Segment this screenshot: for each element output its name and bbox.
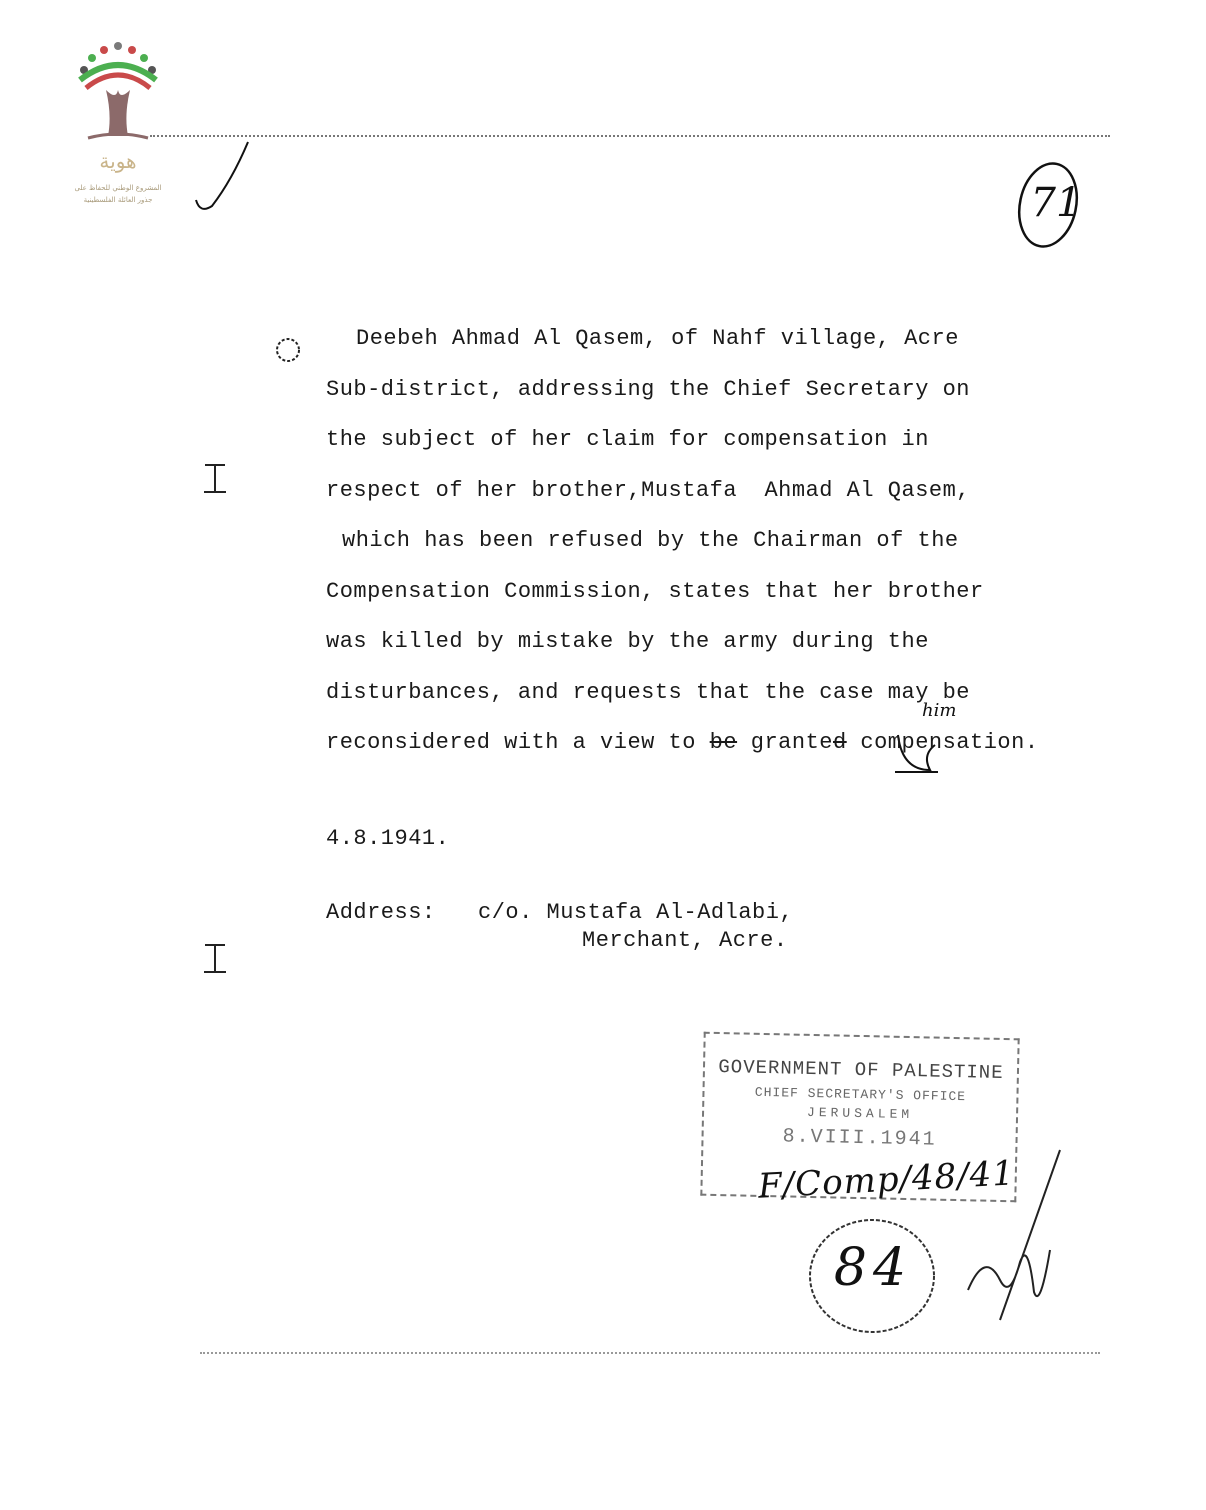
petition-line: Compensation Commission, states that her brother xyxy=(326,578,984,604)
petition-line: was killed by mistake by the army during the xyxy=(326,629,929,654)
petition-line: respect of her brother,Mustafa Ahmad Al Qasem, xyxy=(326,477,971,503)
logo-subtitle-1: المشروع الوطني للحفاظ على xyxy=(74,184,162,192)
petition-line: the subject of her claim for compensation in xyxy=(326,427,929,452)
stamp-line-3: JERUSALEM xyxy=(806,1104,914,1123)
folio-number-top: 71 xyxy=(1030,180,1082,226)
last-line-middle: grante xyxy=(737,730,833,755)
last-line-before: reconsidered with a view to xyxy=(326,730,710,755)
folio-number-bottom: 84 xyxy=(833,1238,913,1298)
logo-title: هوية xyxy=(99,149,137,173)
stamp-date: 8.VIII.1941 xyxy=(782,1125,937,1152)
address-line-2: Merchant, Acre. xyxy=(582,928,788,953)
struck-word: be xyxy=(709,730,738,755)
petition-last-line xyxy=(326,726,1106,777)
check-mark-icon xyxy=(196,142,248,209)
stamp-line-2: CHIEF SECRETARY'S OFFICE xyxy=(754,1084,967,1105)
struck-letter: d xyxy=(833,730,847,755)
logo-subtitle-2: جذور العائلة الفلسطينية xyxy=(83,196,153,204)
hole-punch-icon xyxy=(204,339,299,972)
handwritten-insert: him xyxy=(922,700,957,721)
address-line-1: c/o. Mustafa Al-Adlabi, xyxy=(478,900,794,925)
petition-line: which has been refused by the Chairman of the xyxy=(342,528,959,553)
petition-line: Deebeh Ahmad Al Qasem, of Nahf village, Acre xyxy=(356,326,959,351)
last-line-after: compensation. xyxy=(846,730,1039,755)
address-label: Address: xyxy=(326,900,436,925)
petition-line: Sub-district, addressing the Chief Secretary on xyxy=(326,376,971,402)
document-date: 4.8.1941. xyxy=(326,826,450,851)
petition-line: disturbances, and requests that the case may be xyxy=(326,679,971,705)
petition-body xyxy=(326,322,1106,777)
reference-number: F/Comp/48/41 xyxy=(757,1153,1016,1207)
stamp-line-1: GOVERNMENT OF PALESTINE xyxy=(718,1056,1004,1084)
